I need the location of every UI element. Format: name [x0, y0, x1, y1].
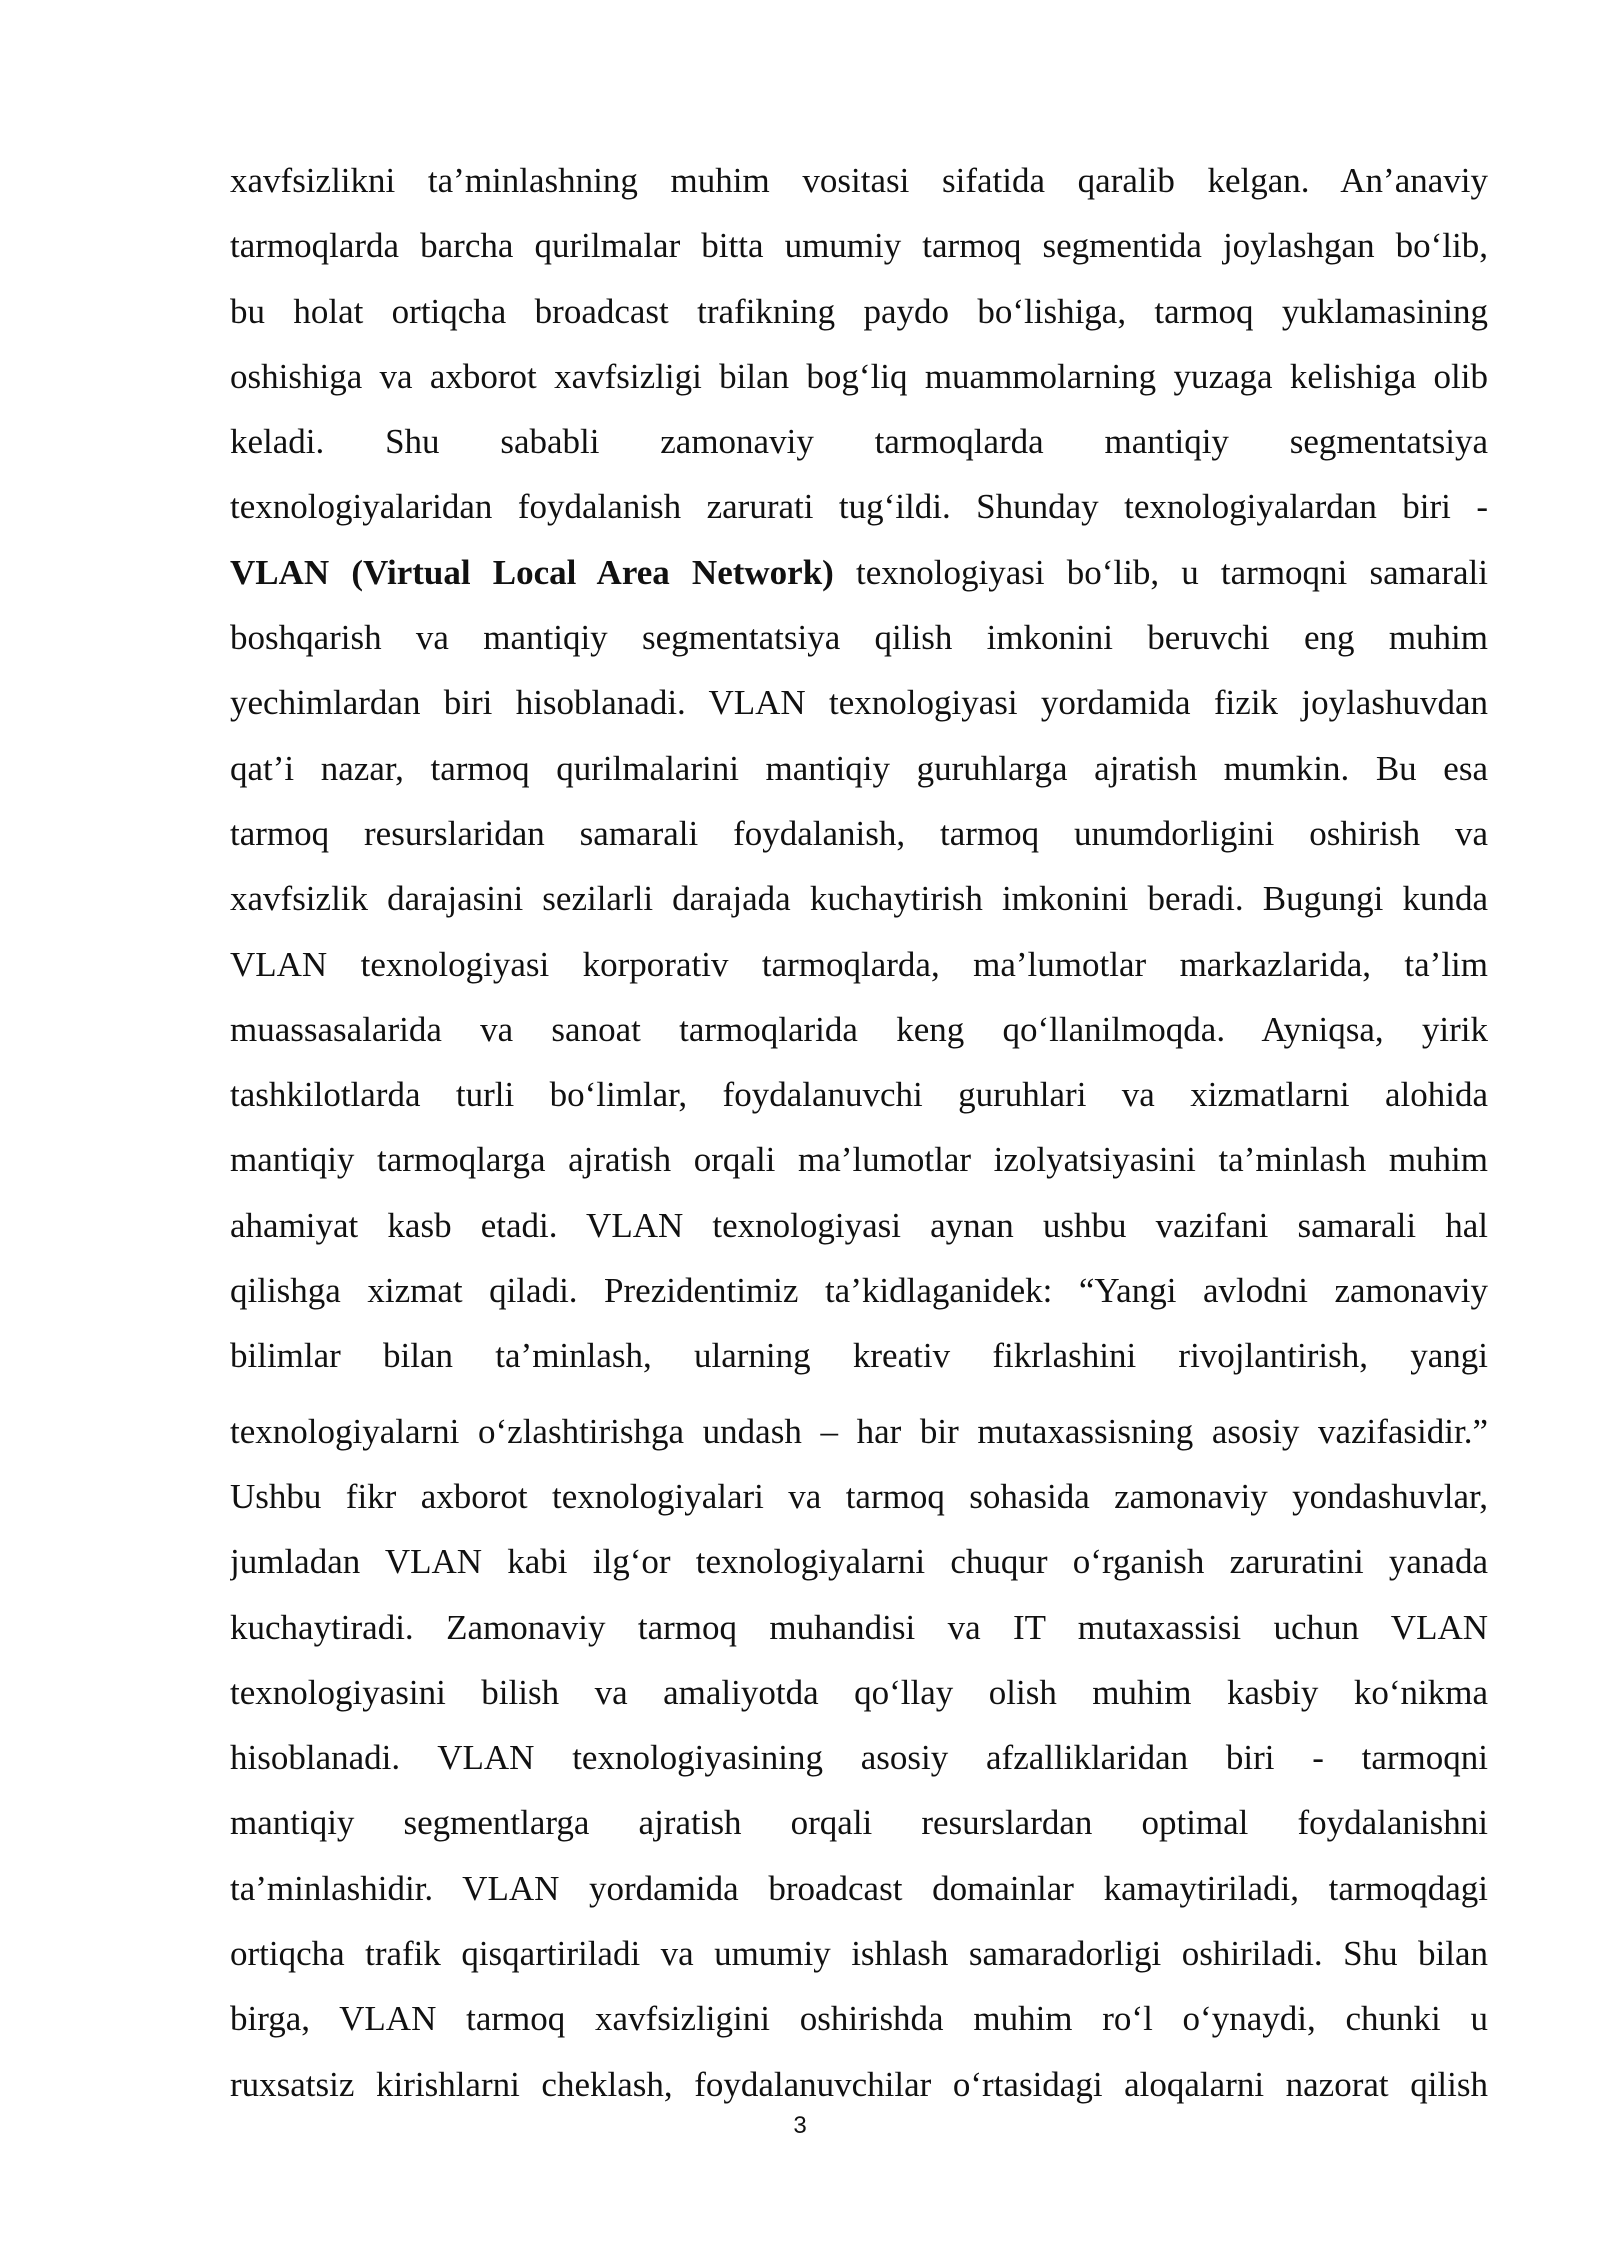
text-line-27: ta’minlashidir. VLAN yordamida broadcast domainlar kamaytiriladi, tarmoqdagi	[230, 1868, 1488, 1908]
text-line-11: tarmoq resurslaridan samarali foydalanish, tarmoq unumdorligini oshirish va	[230, 813, 1488, 853]
text-line-26: mantiqiy segmentlarga ajratish orqali resurslardan optimal foydalanishni	[230, 1803, 1488, 1843]
text-line-16: mantiqiy tarmoqlarga ajratish orqali ma’lumotlar izolyatsiyasini ta’minlash muhim	[230, 1140, 1488, 1180]
text-line-18: qilishga xizmat qiladi. Prezidentimiz ta’kidlaganidek: “Yangi avlodni zamonaviy	[230, 1271, 1488, 1311]
text-line-7	[230, 540, 1488, 605]
text-line-30: ruxsatsiz kirishlarni cheklash, foydalanuvchilar o‘rtasidagi aloqalarni nazorat qilish	[230, 2064, 1488, 2104]
text-line-2: tarmoqlarda barcha qurilmalar bitta umumiy tarmoq segmentida joylashgan bo‘lib,	[230, 226, 1488, 266]
text-line-20: texnologiyalarni o‘zlashtirishga undash – har bir mutaxassisning asosiy vazifasidir.”	[230, 1411, 1488, 1451]
body-text	[230, 148, 1488, 2117]
text-line-8: boshqarish va mantiqiy segmentatsiya qilish imkonini beruvchi eng muhim	[230, 618, 1488, 658]
text-line-9: yechimlardan biri hisoblanadi. VLAN texnologiyasi yordamida fizik joylashuvdan	[230, 683, 1488, 723]
bold-term: VLAN (Virtual Local Area Network)	[230, 552, 834, 592]
text-line-22: jumladan VLAN kabi ilg‘or texnologiyalarni chuqur o‘rganish zaruratini yanada	[230, 1542, 1488, 1582]
text-line-19: bilimlar bilan ta’minlash, ularning kreativ fikrlashini rivojlantirish, yangi	[230, 1336, 1488, 1376]
text-line-7-rest: texnologiyasi bo‘lib, u tarmoqni samarali	[833, 552, 1488, 592]
text-line-6: texnologiyalaridan foydalanish zarurati tug‘ildi. Shunday texnologiyalardan biri -	[230, 487, 1488, 527]
text-line-10: qat’i nazar, tarmoq qurilmalarini mantiqiy guruhlarga ajratish mumkin. Bu esa	[230, 748, 1488, 788]
page-number: 3	[793, 2112, 807, 2139]
text-line-13: VLAN texnologiyasi korporativ tarmoqlarda, ma’lumotlar markazlarida, ta’lim	[230, 944, 1488, 984]
text-line-5: keladi. Shu sababli zamonaviy tarmoqlarda mantiqiy segmentatsiya	[230, 422, 1488, 462]
text-line-21: Ushbu fikr axborot texnologiyalari va tarmoq sohasida zamonaviy yondashuvlar,	[230, 1476, 1488, 1516]
text-line-24: texnologiyasini bilish va amaliyotda qo‘llay olish muhim kasbiy ko‘nikma	[230, 1672, 1488, 1712]
text-line-14: muassasalarida va sanoat tarmoqlarida keng qo‘llanilmoqda. Ayniqsa, yirik	[230, 1009, 1488, 1049]
text-line-25: hisoblanadi. VLAN texnologiyasining asosiy afzalliklaridan biri - tarmoqni	[230, 1738, 1488, 1778]
text-line-23: kuchaytiradi. Zamonaviy tarmoq muhandisi va IT mutaxassisi uchun VLAN	[230, 1607, 1488, 1647]
text-line-12: xavfsizlik darajasini sezilarli darajada kuchaytirish imkonini beradi. Bugungi kunda	[230, 879, 1488, 919]
text-line-28: ortiqcha trafik qisqartiriladi va umumiy ishlash samaradorligi oshiriladi. Shu bilan	[230, 1934, 1488, 1974]
text-line-15: tashkilotlarda turli bo‘limlar, foydalanuvchi guruhlari va xizmatlarni alohida	[230, 1075, 1488, 1115]
text-line-3: bu holat ortiqcha broadcast trafikning paydo bo‘lishiga, tarmoq yuklamasining	[230, 291, 1488, 331]
text-line-29: birga, VLAN tarmoq xavfsizligini oshirishda muhim ro‘l o‘ynaydi, chunki u	[230, 1999, 1488, 2039]
text-line-4: oshishiga va axborot xavfsizligi bilan bog‘liq muammolarning yuzaga kelishiga olib	[230, 356, 1488, 396]
text-line-17: ahamiyat kasb etadi. VLAN texnologiyasi aynan ushbu vazifani samarali hal	[230, 1205, 1488, 1245]
text-line-1: xavfsizlikni ta’minlashning muhim vositasi sifatida qaralib kelgan. An’anaviy	[230, 161, 1488, 200]
